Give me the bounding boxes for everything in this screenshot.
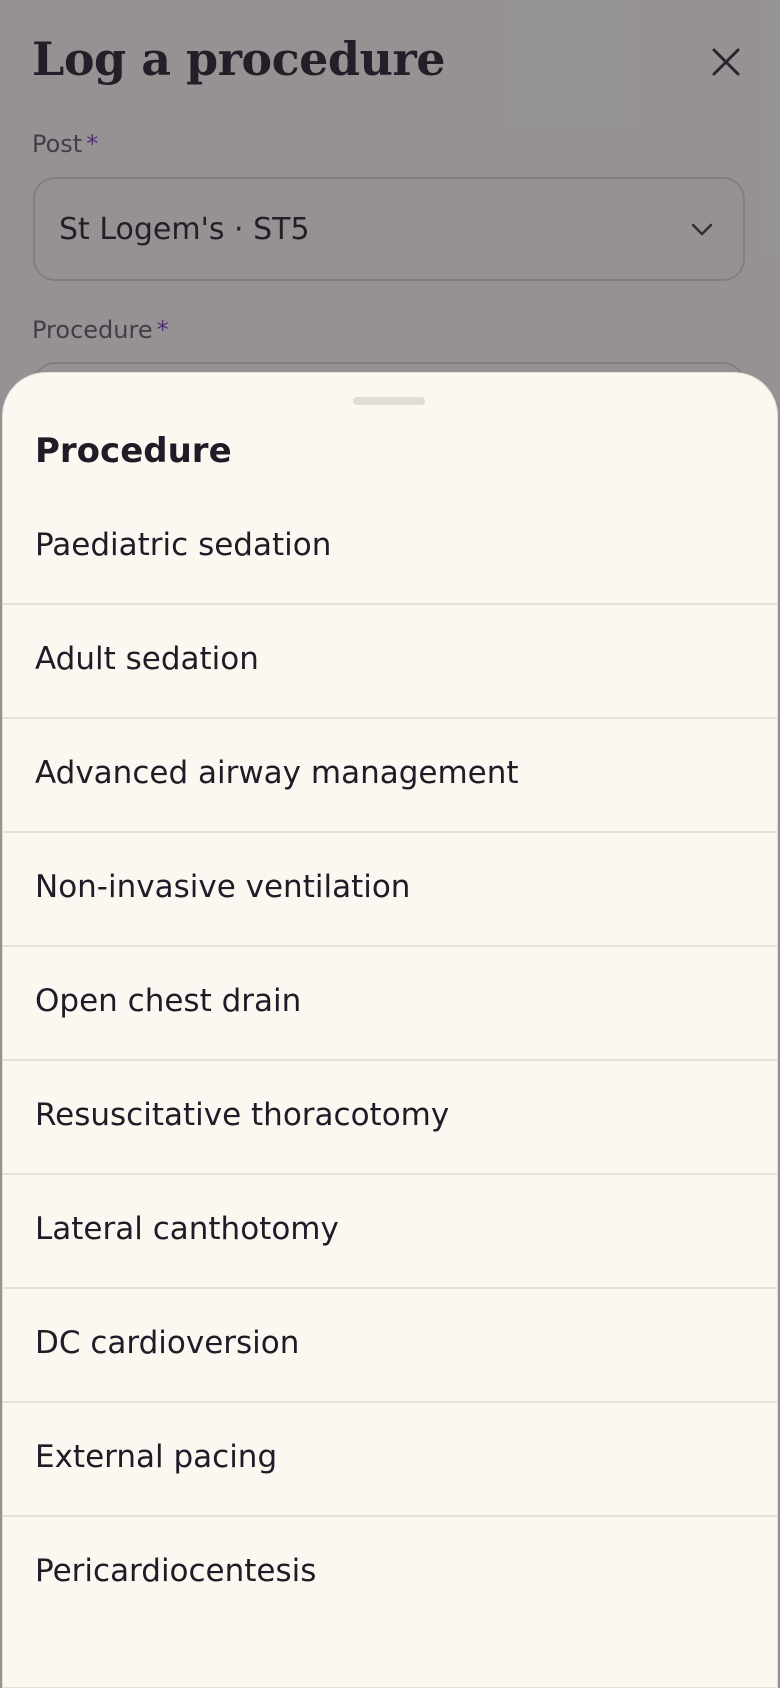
sheet-title: Procedure bbox=[35, 431, 232, 471]
option-label: Pericardiocentesis bbox=[35, 1553, 317, 1589]
list-item[interactable] bbox=[3, 1517, 778, 1631]
list-item[interactable] bbox=[3, 1403, 778, 1517]
list-item[interactable] bbox=[3, 1175, 778, 1289]
sheet-drag-handle[interactable] bbox=[353, 397, 425, 405]
option-label: DC cardioversion bbox=[35, 1325, 300, 1361]
option-label: Paediatric sedation bbox=[35, 527, 332, 563]
option-label: Adult sedation bbox=[35, 641, 259, 677]
list-item[interactable] bbox=[3, 833, 778, 947]
required-mark: * bbox=[156, 316, 169, 344]
option-label: Resuscitative thoracotomy bbox=[35, 1097, 450, 1133]
option-label: Advanced airway management bbox=[35, 755, 519, 791]
list-item[interactable] bbox=[3, 1061, 778, 1175]
required-mark: * bbox=[86, 130, 99, 158]
option-label: Lateral canthotomy bbox=[35, 1211, 339, 1247]
list-item[interactable] bbox=[3, 491, 778, 605]
list-item[interactable] bbox=[3, 605, 778, 719]
option-label: External pacing bbox=[35, 1439, 278, 1475]
procedure-option-list bbox=[3, 491, 778, 1631]
list-item[interactable] bbox=[3, 1289, 778, 1403]
procedure-bottom-sheet bbox=[2, 372, 778, 1688]
option-label: Open chest drain bbox=[35, 983, 302, 1019]
option-label: Non-invasive ventilation bbox=[35, 869, 411, 905]
list-item[interactable] bbox=[3, 947, 778, 1061]
procedure-label-text: Procedure bbox=[32, 316, 153, 344]
post-select-value: St Logem's · ST5 bbox=[59, 212, 310, 247]
list-item[interactable] bbox=[3, 719, 778, 833]
post-label-text: Post bbox=[32, 130, 83, 158]
page-title: Log a procedure bbox=[32, 32, 445, 86]
